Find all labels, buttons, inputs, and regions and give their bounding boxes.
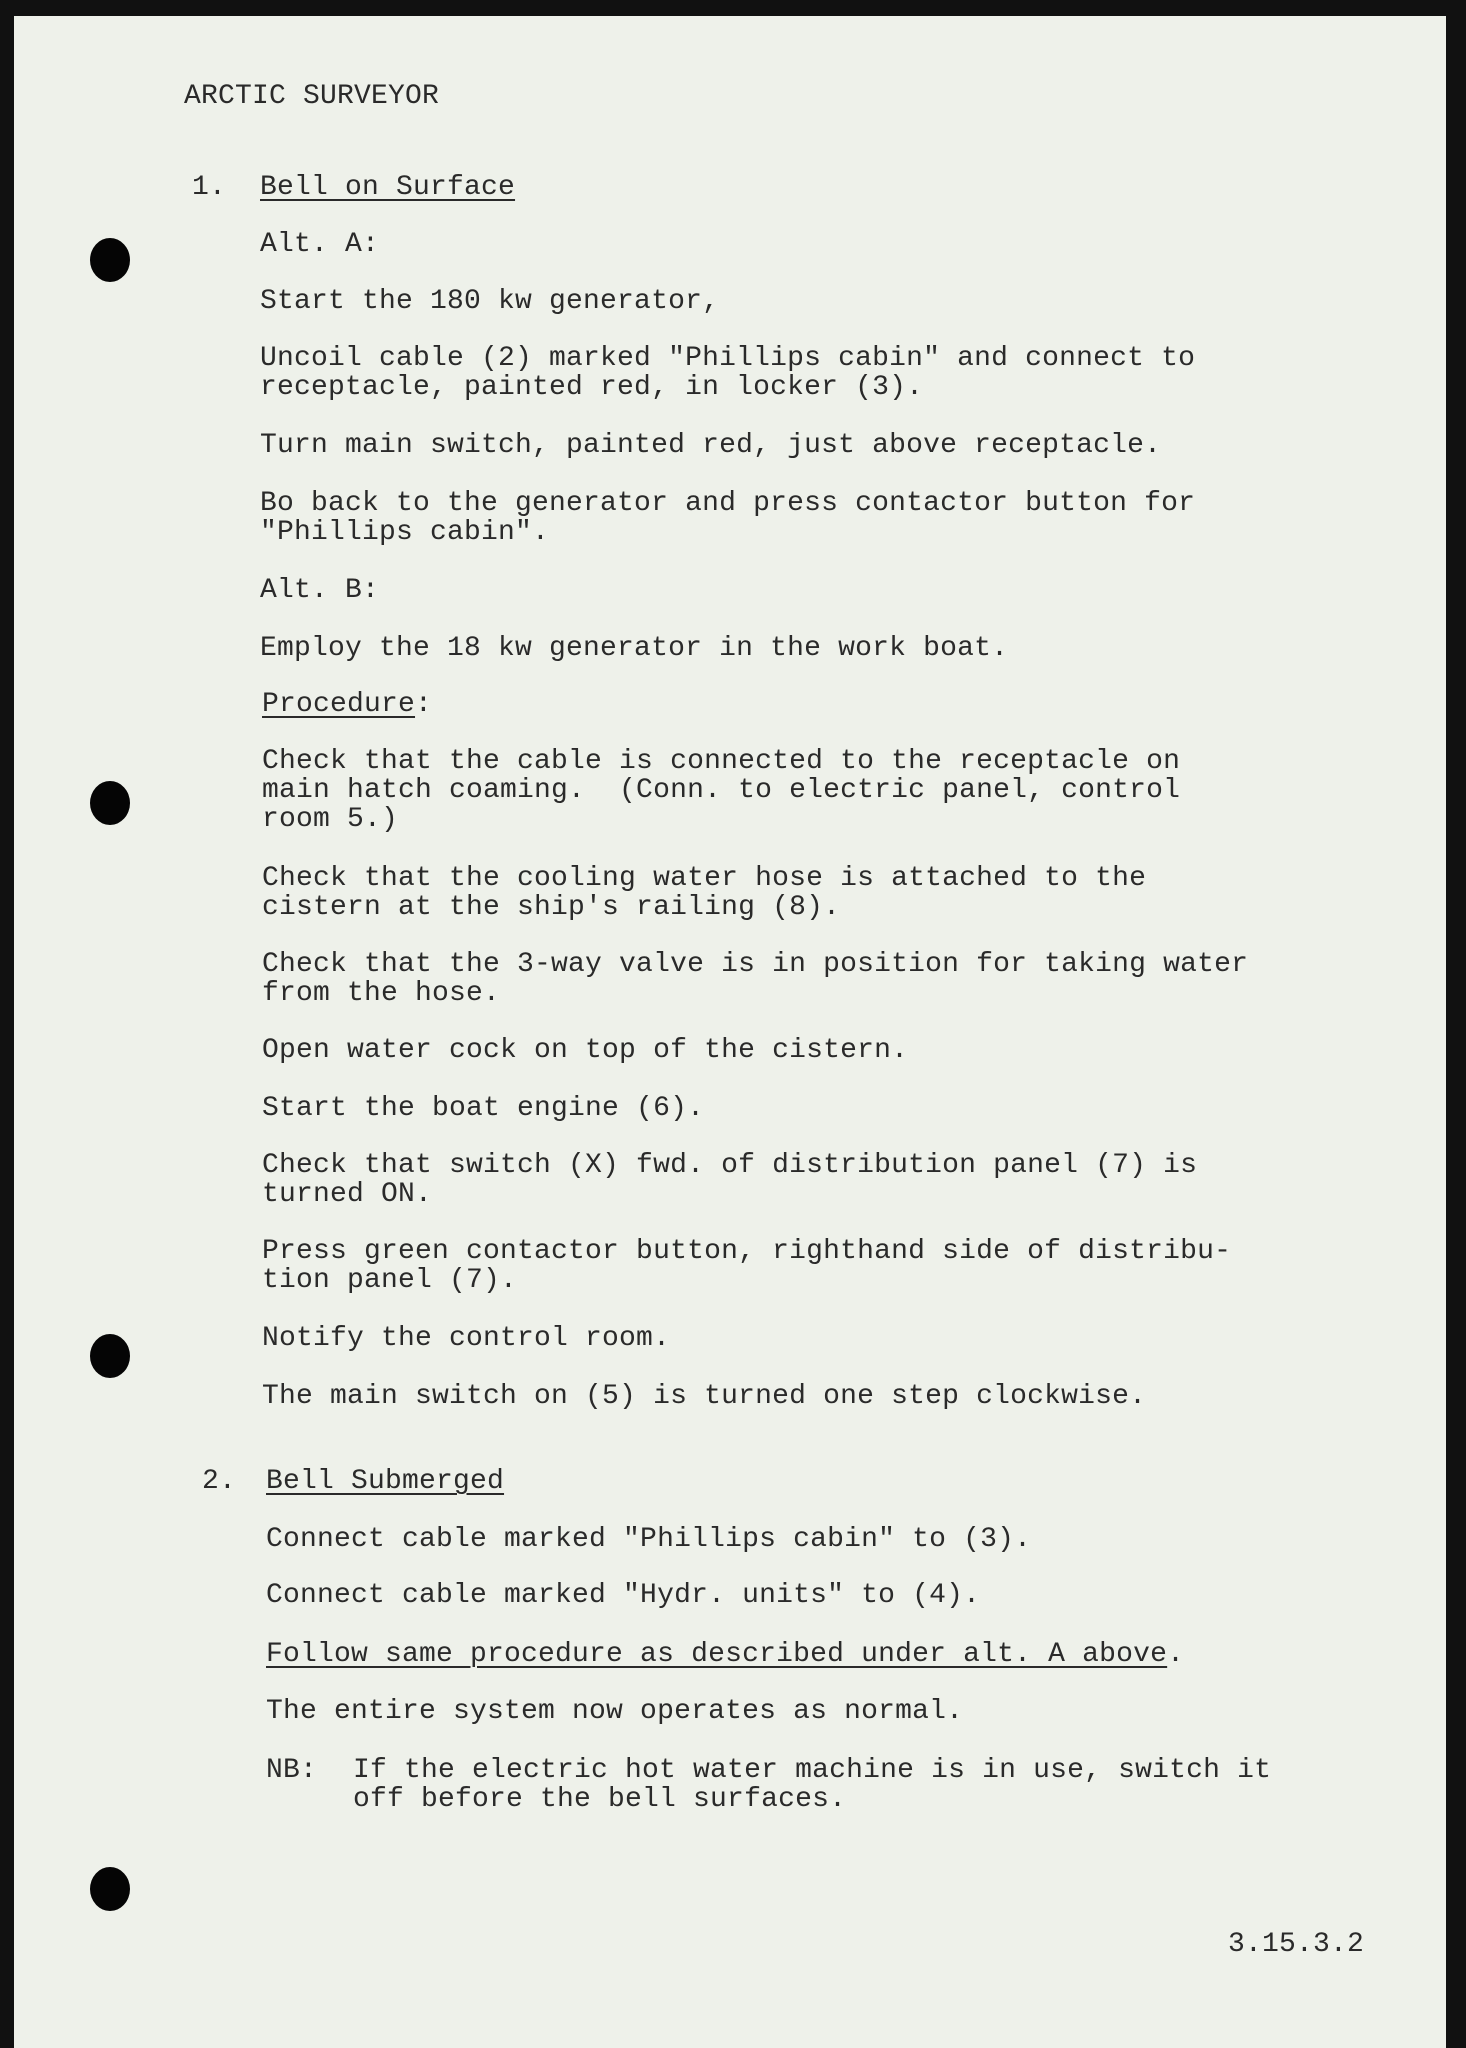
step: Open water cock on top of the cistern. — [262, 1035, 909, 1066]
step: Check that the cooling water hose is attached to the cistern at the ship's railing (8). — [262, 863, 1147, 923]
punch-hole — [90, 238, 130, 282]
follow-period: . — [1167, 1639, 1185, 1670]
step: Bo back to the generator and press contactor button for "Phillips cabin". — [260, 488, 1196, 548]
step: The entire system now operates as normal. — [266, 1696, 964, 1727]
step: The main switch on (5) is turned one step clockwise. — [262, 1381, 1147, 1412]
step: Check that the cable is connected to the receptacle on main hatch coaming. (Conn. to electric panel, control room 5.) — [262, 746, 1181, 835]
step: Employ the 18 kw generator in the work boat. — [260, 633, 1009, 664]
step: Notify the control room. — [262, 1323, 671, 1354]
step: Connect cable marked "Phillips cabin" to (3). — [266, 1524, 1032, 1555]
step: Start the 180 kw generator, — [260, 286, 720, 317]
step: Check that switch (X) fwd. of distribution panel (7) is turned ON. — [262, 1150, 1198, 1210]
procedure-colon: : — [415, 689, 433, 720]
document-title: ARCTIC SURVEYOR — [184, 81, 440, 112]
step: Turn main switch, painted red, just above receptacle. — [260, 430, 1162, 461]
step: Check that the 3-way valve is in position for taking water from the hose. — [262, 949, 1249, 1009]
alt-b-label: Alt. B: — [260, 575, 380, 606]
punch-hole — [90, 781, 130, 825]
section-heading: Bell Submerged — [266, 1466, 505, 1497]
procedure-label: Procedure — [262, 689, 416, 720]
punch-hole — [90, 1334, 130, 1378]
section-heading: Bell on Surface — [260, 172, 516, 203]
section-number: 2. — [202, 1466, 237, 1497]
step: Start the boat engine (6). — [262, 1093, 705, 1124]
nb-text: If the electric hot water machine is in use, switch it off before the bell surfaces. — [353, 1755, 1272, 1815]
follow-instruction — [266, 1640, 1184, 1669]
procedure-heading — [262, 690, 432, 719]
step: Press green contactor button, righthand side of distribu- tion panel (7). — [262, 1236, 1232, 1296]
nb-label: NB: — [266, 1755, 318, 1786]
page-number: 3.15.3.2 — [1228, 1929, 1365, 1960]
document-page — [14, 16, 1446, 2048]
alt-a-label: Alt. A: — [260, 229, 380, 260]
follow-text: Follow same procedure as described under alt. A above — [266, 1639, 1168, 1670]
step: Connect cable marked "Hydr. units" to (4). — [266, 1580, 981, 1611]
section-number: 1. — [192, 172, 227, 203]
step: Uncoil cable (2) marked "Phillips cabin" and connect to receptacle, painted red, in locker (3). — [260, 343, 1196, 403]
punch-hole — [90, 1867, 130, 1911]
